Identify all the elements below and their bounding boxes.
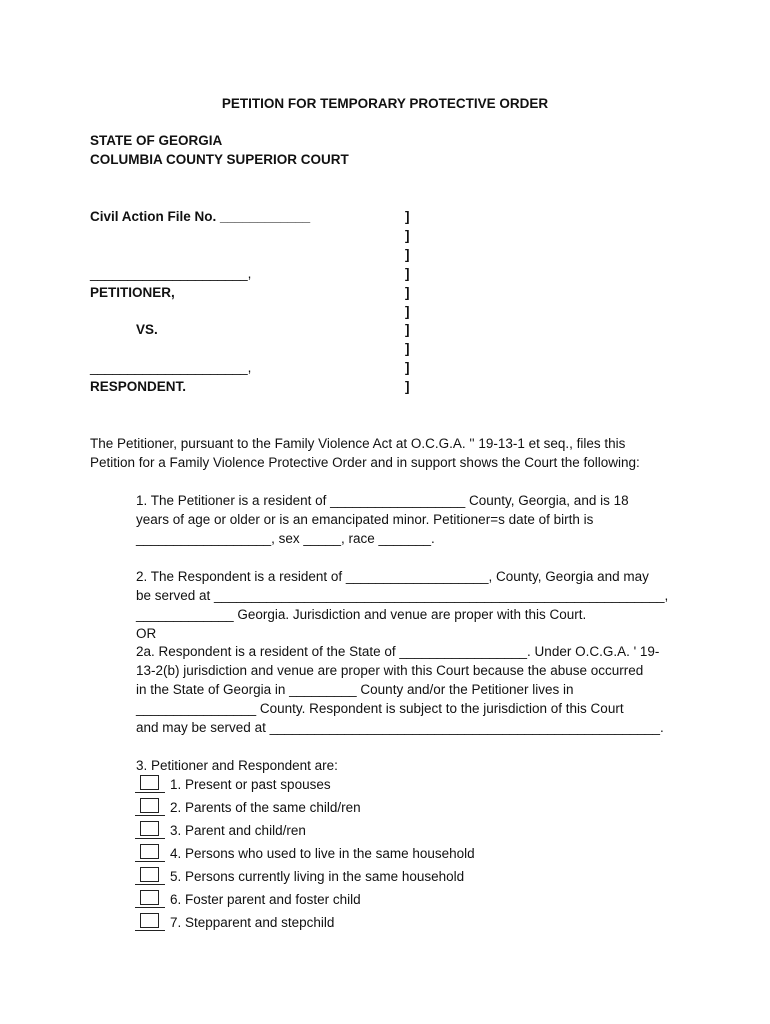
- paragraph-2-line[interactable]: be served at ____________________________________________________________,: [136, 588, 669, 603]
- relationship-option-label: 1. Present or past spouses: [170, 777, 331, 792]
- relationship-checkbox-5[interactable]: [135, 867, 165, 885]
- relationship-option-label: 2. Parents of the same child/ren: [170, 800, 361, 815]
- relationship-checkbox-6[interactable]: [135, 890, 165, 908]
- or-label: OR: [136, 626, 157, 641]
- caption-bracket: ]: [405, 360, 410, 375]
- caption-bracket: ]: [405, 247, 410, 262]
- caption-bracket: ]: [405, 266, 410, 281]
- relationship-option-label: 7. Stepparent and stepchild: [170, 915, 335, 930]
- relationship-checkbox-4[interactable]: [135, 844, 165, 862]
- relationship-option-label: 4. Persons who used to live in the same household: [170, 846, 475, 861]
- paragraph-2a-line[interactable]: and may be served at ____________________________________________________.: [136, 720, 664, 735]
- relationship-option-label: 5. Persons currently living in the same household: [170, 869, 465, 884]
- caption-bracket: ]: [405, 341, 410, 356]
- paragraph-3-heading: 3. Petitioner and Respondent are:: [136, 758, 338, 773]
- relationship-checkbox-2[interactable]: [135, 798, 165, 816]
- relationship-option-label: 6. Foster parent and foster child: [170, 892, 361, 907]
- document-title: PETITION FOR TEMPORARY PROTECTIVE ORDER: [221, 96, 549, 111]
- caption-bracket: ]: [405, 209, 410, 224]
- paragraph-1-line[interactable]: __________________, sex _____, race _______.: [136, 531, 435, 546]
- intro-paragraph-line: The Petitioner, pursuant to the Family Violence Act at O.C.G.A. '' 19-13-1 et seq., files this: [90, 436, 626, 451]
- paragraph-2a-line: 13-2(b) jurisdiction and venue are proper with this Court because the abuse occurred: [136, 663, 644, 678]
- paragraph-1-line: years of age or older or is an emancipated minor. Petitioner=s date of birth is: [136, 512, 594, 527]
- paragraph-2a-line[interactable]: 2a. Respondent is a resident of the State of _________________. Under O.C.G.A. ' 19-: [136, 644, 660, 659]
- respondent-name-field[interactable]: _____________________,: [90, 360, 252, 375]
- paragraph-2a-line[interactable]: in the State of Georgia in _________ County and/or the Petitioner lives in: [136, 682, 574, 697]
- caption-bracket: ]: [405, 304, 410, 319]
- civil-action-field[interactable]: Civil Action File No. ____________: [90, 209, 311, 224]
- relationship-option-label: 3. Parent and child/ren: [170, 823, 306, 838]
- paragraph-2-line[interactable]: 2. The Respondent is a resident of ___________________, County, Georgia and may: [136, 569, 649, 584]
- caption-bracket: ]: [405, 379, 410, 394]
- paragraph-1-line[interactable]: 1. The Petitioner is a resident of __________________ County, Georgia, and is 18: [136, 493, 629, 508]
- petitioner-name-field[interactable]: _____________________,: [90, 266, 252, 281]
- relationship-checkbox-7[interactable]: [135, 913, 165, 931]
- relationship-checkbox-1[interactable]: [135, 775, 165, 793]
- relationship-checkbox-3[interactable]: [135, 821, 165, 839]
- paragraph-2-line[interactable]: _____________ Georgia. Jurisdiction and venue are proper with this Court.: [136, 607, 587, 622]
- respondent-label: RESPONDENT.: [90, 379, 187, 394]
- state-heading: STATE OF GEORGIA: [90, 133, 223, 148]
- paragraph-2a-line[interactable]: ________________ County. Respondent is subject to the jurisdiction of this Court: [136, 701, 624, 716]
- caption-bracket: ]: [405, 285, 410, 300]
- caption-bracket: ]: [405, 228, 410, 243]
- court-heading: COLUMBIA COUNTY SUPERIOR COURT: [90, 152, 349, 167]
- intro-paragraph-line: Petition for a Family Violence Protective Order and in support shows the Court the following:: [90, 455, 640, 470]
- versus-label: VS.: [136, 322, 158, 337]
- caption-bracket: ]: [405, 322, 410, 337]
- petitioner-label: PETITIONER,: [90, 285, 175, 300]
